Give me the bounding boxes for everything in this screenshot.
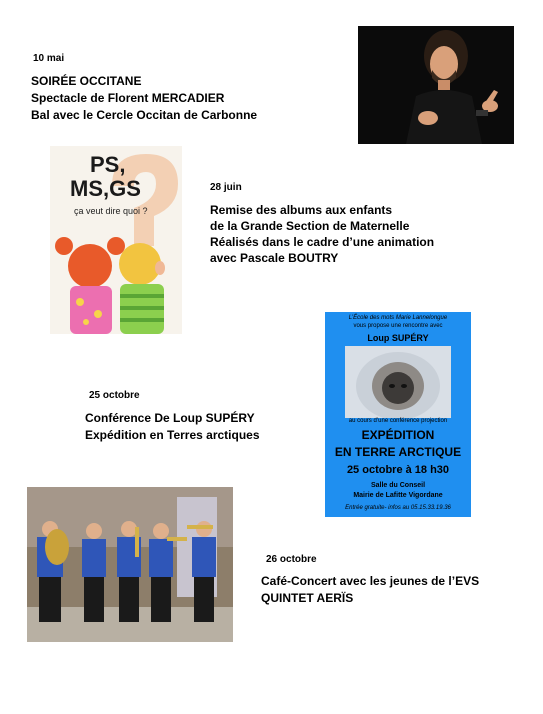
event-title: SOIRÉE OCCITANE [31, 74, 142, 88]
poster-speaker: Loup SUPÉRY [367, 333, 429, 343]
poster-datetime: 25 octobre à 18 h30 [346, 464, 450, 476]
event-title: Café-Concert avec les jeunes de l’EVS [261, 574, 480, 588]
conference-poster [325, 312, 471, 517]
poster-subtitle: au cours d’une conférence projection [348, 418, 448, 424]
event-description: de la Grande Section de Maternelle [210, 219, 410, 233]
performer-illustration [358, 26, 514, 144]
event-date: 25 octobre [89, 390, 140, 401]
band-illustration [27, 487, 233, 642]
event-description: Spectacle de Florent MERCADIER [31, 91, 225, 105]
poster-intro: vous propose une rencontre avec [353, 323, 443, 329]
book-cover [50, 146, 182, 334]
event-description: QUINTET AERÏS [261, 591, 354, 605]
book-title: MS,GS [70, 176, 141, 201]
poster-organizer: L’École des mots Marie Lannelongue [348, 315, 448, 321]
event-date: 10 mai [33, 53, 65, 64]
book-subtitle: ça veut dire quoi ? [74, 206, 148, 216]
poster-headline: EN TERRE ARCTIQUE [334, 445, 462, 459]
event-title: Conférence De Loup SUPÉRY [85, 411, 255, 425]
poster-venue: Mairie de Lafitte Vigordane [353, 492, 443, 499]
event-description: Réalisés dans le cadre d’une animation [210, 235, 435, 249]
poster-venue: Salle du Conseil [370, 482, 426, 489]
book-title: PS, [90, 152, 126, 177]
event-description: avec Pascale BOUTRY [210, 251, 339, 265]
event-description: Remise des albums aux enfants [210, 203, 393, 217]
performer-photo [358, 26, 514, 144]
event-date: 28 juin [210, 182, 242, 193]
explorer-photo [345, 346, 451, 418]
band-photo [27, 487, 233, 642]
poster-headline: EXPÉDITION [361, 428, 435, 442]
event-description: Expédition en Terres arctiques [85, 428, 260, 442]
event-description: Bal avec le Cercle Occitan de Carbonne [31, 108, 258, 122]
event-date: 26 octobre [266, 554, 317, 565]
poster-info: Entrée gratuite- infos au 05.15.33.19.36 [345, 505, 451, 511]
